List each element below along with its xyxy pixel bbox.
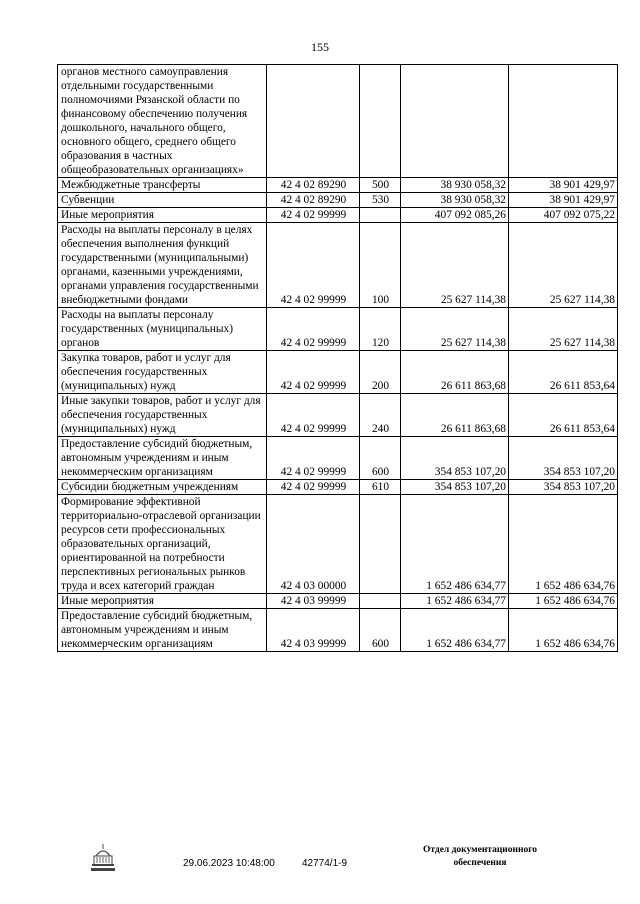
table-row bbox=[58, 223, 618, 308]
table-row bbox=[58, 394, 618, 437]
row-type-cell: 100 bbox=[360, 223, 401, 308]
footer bbox=[0, 842, 640, 892]
footer-department-line2: обеспечения bbox=[453, 858, 507, 868]
row-code-cell: 42 4 02 99999 bbox=[267, 223, 360, 308]
row-sum2-cell bbox=[509, 65, 618, 178]
row-sum2-cell: 26 611 853,64 bbox=[509, 394, 618, 437]
row-sum2-cell: 26 611 853,64 bbox=[509, 351, 618, 394]
table-row bbox=[58, 308, 618, 351]
row-type-cell bbox=[360, 594, 401, 609]
row-name-cell: Формирование эффективной территориально-отраслевой организации ресурсов сети профессиональных образовательных организаций, ориентированной на потребности перспективных региональных рынков труда и всех категорий граждан bbox=[58, 495, 267, 594]
row-sum2-cell: 38 901 429,97 bbox=[509, 178, 618, 193]
table-row bbox=[58, 351, 618, 394]
row-sum1-cell: 38 930 058,32 bbox=[401, 178, 509, 193]
row-sum1-cell: 25 627 114,38 bbox=[401, 223, 509, 308]
row-sum2-cell: 25 627 114,38 bbox=[509, 308, 618, 351]
row-sum2-cell: 38 901 429,97 bbox=[509, 193, 618, 208]
footer-datetime: 29.06.2023 10:48:00 bbox=[183, 858, 275, 869]
row-code-cell: 42 4 03 99999 bbox=[267, 594, 360, 609]
row-code-cell: 42 4 02 89290 bbox=[267, 193, 360, 208]
row-name-cell: Иные мероприятия bbox=[58, 594, 267, 609]
row-sum2-cell: 1 652 486 634,76 bbox=[509, 594, 618, 609]
table-row bbox=[58, 65, 618, 178]
budget-table bbox=[57, 64, 618, 652]
row-name-cell: Субвенции bbox=[58, 193, 267, 208]
footer-department bbox=[395, 844, 565, 870]
row-type-cell: 610 bbox=[360, 480, 401, 495]
row-name-cell: Межбюджетные трансферты bbox=[58, 178, 267, 193]
row-name-cell: Предоставление субсидий бюджетным, автономным учреждениям и иным некоммерческим организациям bbox=[58, 609, 267, 652]
row-code-cell: 42 4 02 99999 bbox=[267, 394, 360, 437]
budget-table-body bbox=[58, 65, 618, 652]
page-number: 155 bbox=[311, 40, 329, 54]
row-sum2-cell: 25 627 114,38 bbox=[509, 223, 618, 308]
row-type-cell bbox=[360, 495, 401, 594]
table-row bbox=[58, 609, 618, 652]
row-sum1-cell: 354 853 107,20 bbox=[401, 437, 509, 480]
row-sum1-cell: 38 930 058,32 bbox=[401, 193, 509, 208]
row-sum1-cell: 1 652 486 634,77 bbox=[401, 495, 509, 594]
table-row bbox=[58, 495, 618, 594]
row-name-cell: органов местного самоуправления отдельными государственными полномочиями Рязанской области по финансовому обеспечению получения дошкольного, начального общего, основного общего, среднего общего образования в частных общеобразовательных организациях» bbox=[58, 65, 267, 178]
row-name-cell: Иные мероприятия bbox=[58, 208, 267, 223]
row-type-cell: 500 bbox=[360, 178, 401, 193]
row-code-cell: 42 4 03 00000 bbox=[267, 495, 360, 594]
row-name-cell: Закупка товаров, работ и услуг для обеспечения государственных (муниципальных) нужд bbox=[58, 351, 267, 394]
table-row bbox=[58, 193, 618, 208]
row-type-cell: 530 bbox=[360, 193, 401, 208]
row-type-cell: 600 bbox=[360, 609, 401, 652]
row-name-cell: Иные закупки товаров, работ и услуг для обеспечения государственных (муниципальных) нужд bbox=[58, 394, 267, 437]
row-sum1-cell: 25 627 114,38 bbox=[401, 308, 509, 351]
row-name-cell: Расходы на выплаты персоналу государственных (муниципальных) органов bbox=[58, 308, 267, 351]
row-code-cell: 42 4 02 89290 bbox=[267, 178, 360, 193]
row-type-cell bbox=[360, 65, 401, 178]
row-code-cell: 42 4 02 99999 bbox=[267, 208, 360, 223]
row-sum1-cell: 26 611 863,68 bbox=[401, 394, 509, 437]
footer-doc-number: 42774/1-9 bbox=[302, 858, 348, 869]
row-code-cell bbox=[267, 65, 360, 178]
row-code-cell: 42 4 02 99999 bbox=[267, 308, 360, 351]
table-row bbox=[58, 594, 618, 609]
table-row bbox=[58, 178, 618, 193]
row-sum2-cell: 1 652 486 634,76 bbox=[509, 495, 618, 594]
duma-seal-logo bbox=[88, 842, 118, 872]
row-sum2-cell: 407 092 075,22 bbox=[509, 208, 618, 223]
row-sum2-cell: 1 652 486 634,76 bbox=[509, 609, 618, 652]
row-type-cell: 120 bbox=[360, 308, 401, 351]
row-name-cell: Субсидии бюджетным учреждениям bbox=[58, 480, 267, 495]
row-sum2-cell: 354 853 107,20 bbox=[509, 437, 618, 480]
row-sum2-cell: 354 853 107,20 bbox=[509, 480, 618, 495]
row-sum1-cell: 407 092 085,26 bbox=[401, 208, 509, 223]
row-code-cell: 42 4 02 99999 bbox=[267, 351, 360, 394]
row-code-cell: 42 4 02 99999 bbox=[267, 437, 360, 480]
row-code-cell: 42 4 02 99999 bbox=[267, 480, 360, 495]
row-sum1-cell bbox=[401, 65, 509, 178]
row-type-cell: 240 bbox=[360, 394, 401, 437]
row-name-cell: Предоставление субсидий бюджетным, автономным учреждениям и иным некоммерческим организациям bbox=[58, 437, 267, 480]
row-sum1-cell: 1 652 486 634,77 bbox=[401, 609, 509, 652]
row-sum1-cell: 26 611 863,68 bbox=[401, 351, 509, 394]
row-name-cell: Расходы на выплаты персоналу в целях обеспечения выполнения функций государственными (муниципальными) органами, казенными учреждениями, органами управления государственными внебюджетными фондами bbox=[58, 223, 267, 308]
table-row bbox=[58, 208, 618, 223]
row-sum1-cell: 354 853 107,20 bbox=[401, 480, 509, 495]
row-type-cell: 600 bbox=[360, 437, 401, 480]
table-row bbox=[58, 480, 618, 495]
row-sum1-cell: 1 652 486 634,77 bbox=[401, 594, 509, 609]
row-code-cell: 42 4 03 99999 bbox=[267, 609, 360, 652]
footer-department-line1: Отдел документационного bbox=[422, 845, 538, 855]
row-type-cell: 200 bbox=[360, 351, 401, 394]
row-type-cell bbox=[360, 208, 401, 223]
table-row bbox=[58, 437, 618, 480]
